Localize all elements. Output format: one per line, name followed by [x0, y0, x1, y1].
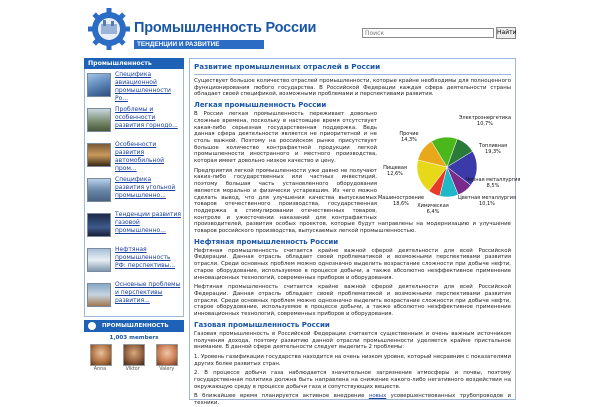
pie-value-6: 12,6%: [387, 171, 403, 178]
pie-value-1: 19,3%: [485, 149, 501, 156]
site-header: [0, 0, 600, 56]
members-widget-heading[interactable]: [84, 320, 184, 332]
oil-paragraph-2: Нефтяная промышленность считается крайне важной сферой деятельности для всей Российской Федерации. Данная отрасль обладает своей проблематикой и возможными перспективами развития отрасли. Среди основных проблем можно однозначно выделить возрастание сложности при добыче нефти, старое оборудование, используемое в процессе добычи, а также абсолютно неэффективное применение инновационных технологий, современных приборов и оборудования.: [194, 284, 511, 318]
divider: [194, 74, 511, 75]
pie-label-4: Химическая: [417, 203, 449, 210]
sidebar-item-label[interactable]: Нефтяная промышленность РФ: перспективы...: [115, 246, 176, 269]
pie-label-5: Машиностроение: [377, 195, 425, 202]
page-title: Развитие промышленных отраслей в России: [194, 62, 381, 71]
pie-label-1: Топливная: [478, 143, 508, 150]
sidebar-item-label[interactable]: Основные проблемы и перспективы развития...: [115, 281, 181, 304]
sidebar-item-automotive[interactable]: [87, 141, 181, 174]
avatar-name[interactable]: Valery: [159, 367, 175, 372]
sidebar-item-mining[interactable]: [87, 106, 181, 139]
gear-logo-icon[interactable]: [88, 8, 130, 50]
site-subtitle: ТЕНДЕНЦИИ И РАЗВИТИЕ: [134, 40, 264, 49]
gas-paragraph-4: [194, 393, 511, 406]
sidebar-item-label[interactable]: Тенденции развития газовой промышленно...: [115, 211, 181, 234]
pie-label-6: Пищевая: [383, 165, 407, 172]
avatar-name[interactable]: Anna: [93, 367, 107, 372]
section-heading-light: Легкая промышленность России: [194, 101, 327, 110]
avatar-row: [84, 344, 184, 366]
sidebar-item-label[interactable]: Специфика развития угольной промышленно...: [115, 176, 176, 199]
new-link[interactable]: новых: [368, 393, 387, 400]
pie-label-0: Электроэнергетика: [458, 115, 512, 122]
avatar[interactable]: [156, 344, 178, 366]
thumbnail-image[interactable]: [87, 108, 111, 132]
pie-value-7: 14,3%: [401, 137, 417, 144]
sidebar: [84, 58, 184, 400]
sidebar-item-problems[interactable]: [87, 281, 181, 314]
thumbnail-image[interactable]: [87, 213, 111, 237]
intro-paragraph: Существует большое количество отраслей промышленности, которые крайне необходимы для полноценного функционирования любого государства. В Российской Федерации каждая сфера деятельности страны обладает своей спецификой, возможными проблемами и перспективами развития.: [194, 78, 511, 98]
pie-label-3: Цветная металлургия: [458, 195, 516, 202]
oil-paragraph-1: Нефтяная промышленность считается крайне важной сферой деятельности для всей Российской Федерации. Данная отрасль обладает своей проблематикой и возможными перспективами развития отрасли. Среди основных проблем можно однозначно выделить возрастание сложности при добыче нефти, старое оборудование, используемое в процессе добычи, а также абсолютно неэффективное применение инновационных технологий, современных приборов и оборудования.: [194, 247, 511, 281]
pie-value-0: 10,7%: [477, 121, 493, 128]
pie-value-4: 6,4%: [426, 209, 440, 216]
main-content: [189, 58, 521, 407]
members-count[interactable]: 1,003 members: [109, 335, 159, 341]
pie-label-7: Прочие: [399, 131, 419, 138]
sidebar-item-oil[interactable]: [87, 246, 181, 279]
avatar-name[interactable]: Viktor: [125, 367, 140, 372]
gas-paragraph-1: Газовая промышленность в Российской Федерации считается существенным и очень важным источником получения дохода, поэтому развитию данной отрасли промышленности уделяется крайне пристальное внимание. В данной сфере деятельности следует выделить 2 проблемы:: [194, 330, 511, 351]
pie-label-2: Черная металлургия: [465, 177, 521, 184]
gas-paragraph-3: 2. В процессе добычи газа наблюдается значительное загрязнение атмосферы и почвы, поэтому государственная политика должна быть направлена на снижение какого-либо негативного воздействия на окружающую среду в процессе добычи газа и сопутствующих веществ.: [194, 370, 511, 390]
gas-paragraph-2: 1. Уровень газификации государства находится на очень низком уровне, который несравним с показателями других более развитых стран.: [194, 353, 511, 367]
thumbnail-image[interactable]: [87, 178, 111, 202]
sidebar-item-gas[interactable]: [87, 211, 181, 244]
avatar[interactable]: [90, 344, 112, 366]
sidebar-item-label[interactable]: Особенности развития автомобильной пром...: [115, 141, 165, 172]
light-paragraph-1: В России легкая промышленность переживает довольно сложные времена, поскольку в настоящее время отсутствует какая-либо серьезная государственная поддержка. Ведь данная сфера деятельности является не приоритетной и не столь важной. Поэтому на российском рынке присутствует большое количество контрафактной продукции легкой промышленности иностранного и местного производства, которая имеет довольно низкое качество и цену.: [194, 111, 377, 165]
sidebar-heading: Промышленность: [84, 58, 184, 69]
members-heading-label: ПРОМЫШЛЕННОСТЬ: [102, 323, 169, 329]
search-button[interactable]: Найти: [496, 27, 516, 39]
thumbnail-image[interactable]: [87, 248, 111, 272]
site-title[interactable]: Промышленность России: [134, 20, 317, 36]
avatar[interactable]: [123, 344, 145, 366]
industry-pie-chart: [377, 111, 521, 219]
sidebar-list: [84, 69, 184, 317]
thumbnail-image[interactable]: [87, 73, 111, 97]
thumbnail-image[interactable]: [87, 143, 111, 167]
sidebar-item-label[interactable]: Специфика авиационной промышленности Ро...: [115, 71, 171, 102]
pie-value-2: 8,5%: [486, 183, 500, 190]
community-logo-icon: [88, 322, 96, 330]
section-heading-oil: Нефтяная промышленность России: [194, 237, 339, 246]
sidebar-item-label[interactable]: Проблемы и особенности развития горнодо...: [115, 106, 178, 129]
search-input[interactable]: [362, 28, 494, 38]
sidebar-item-coal[interactable]: [87, 176, 181, 209]
light-paragraph-2: Предприятия легкой промышленности уже давно не получают каких-либо государственных или частных инвестиций, поэтому большая часть установленного оборудования является морально и физически устаревшим. Из чего можно сделать вывод, что для улучшения качества выпускаемых товаров отечественного производства, государственная поддержка в стимулировании отечественных товаров, контроле и ужесточении наказаний для контрафактных производителей, развития особых проектов, которые будут направлены на модернизацию и улучшение товаров российского производства, выпускаемых легкой промышленностью.: [194, 167, 511, 235]
pie-value-5: 18,6%: [393, 201, 409, 208]
sidebar-item-aviation[interactable]: [87, 71, 181, 104]
avatar-names: [84, 367, 184, 372]
gas-text-after: усовершенствованных трубопроводов и техники,: [194, 393, 511, 407]
pie-value-3: 10,1%: [479, 201, 495, 208]
thumbnail-image[interactable]: [87, 283, 111, 307]
gas-text-before: В ближайшее время планируется активное внедрение: [194, 393, 369, 400]
section-heading-gas: Газовая промышленность России: [194, 320, 330, 329]
